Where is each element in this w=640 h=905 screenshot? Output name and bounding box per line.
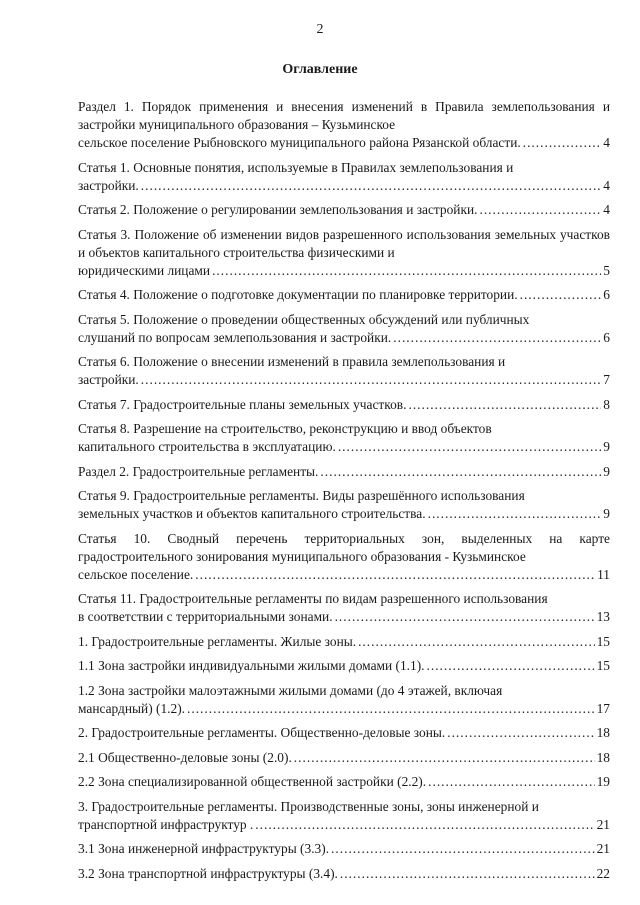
toc-entry-last-line (78, 749, 610, 767)
toc-entry[interactable] (78, 724, 610, 742)
toc-page-ref: 8 (603, 396, 610, 412)
toc-entry-last-line (78, 566, 610, 584)
toc-entry-last-text: мансардный) (1.2). (78, 700, 186, 716)
toc-entry[interactable] (78, 420, 610, 456)
toc-entry-last-line (78, 608, 610, 626)
toc-entry-last-text: Раздел 2. Градостроительные регламенты. (78, 463, 319, 479)
dot-leader (320, 463, 601, 481)
toc-entry[interactable] (78, 396, 610, 414)
toc-entry-last-text: 2. Градостроительные регламенты. Общественно-деловые зоны. (78, 725, 446, 740)
toc-entry[interactable] (78, 311, 610, 347)
toc-entry[interactable] (78, 226, 610, 280)
toc-entry-last-line (78, 371, 610, 389)
table-of-contents (78, 98, 610, 889)
dot-leader (428, 773, 594, 791)
toc-entry[interactable] (78, 590, 610, 626)
toc-entry[interactable] (78, 682, 610, 718)
toc-entry-last-text: Статья 7. Градостроительные планы земельных участков. (78, 396, 407, 412)
toc-entry-last-text: в соответствии с территориальными зонами. (78, 609, 333, 624)
dot-leader (294, 749, 595, 767)
toc-entry[interactable] (78, 865, 610, 883)
toc-entry-last-text: слушаний по вопросам землепользования и застройки. (78, 329, 392, 345)
toc-entry-text: Статья 6. Положение о внесении изменений в правила землепользования и (78, 354, 506, 369)
toc-entry-text: Статья 8. Разрешение на строительство, реконструкцию и ввод объектов (78, 421, 492, 436)
toc-entry-text: Статья 11. Градостроительные регламенты по видам разрешенного использования (78, 591, 548, 606)
toc-entry-last-text: 1. Градостроительные регламенты. Жилые зоны. (78, 633, 357, 649)
toc-page-ref: 4 (603, 177, 610, 193)
toc-entry-text: Статья 1. Основные понятия, используемые в Правилах землепользования и (78, 159, 514, 175)
toc-entry[interactable] (78, 159, 610, 195)
toc-entry-last-text: 3.1 Зона инженерной инфраструктуры (3.3). (78, 841, 330, 856)
toc-entry[interactable] (78, 353, 610, 389)
toc-entry-last-line (78, 262, 610, 280)
toc-entry-last-line (78, 286, 610, 304)
toc-entry-last-text: Статья 2. Положение о регулировании землепользования и застройки. (78, 202, 478, 217)
toc-entry-last-line (78, 724, 610, 742)
toc-entry-last-text: 1.1 Зона застройки индивидуальными жилыми домами (1.1). (78, 658, 425, 673)
toc-entry[interactable] (78, 286, 610, 304)
toc-entry-last-line (78, 700, 610, 718)
toc-page-ref: 19 (596, 774, 610, 789)
toc-entry-last-line (78, 463, 610, 481)
toc-entry-last-text: застройки. (78, 177, 139, 193)
dot-leader (212, 262, 601, 280)
toc-page-ref: 7 (603, 372, 610, 387)
toc-entry-last-line (78, 505, 610, 523)
page-number: 2 (316, 22, 324, 37)
dot-leader (520, 286, 602, 304)
toc-entry-text: 3. Градостроительные регламенты. Производственные зоны, зоны инженерной и (78, 798, 539, 814)
toc-page-ref: 18 (596, 725, 610, 740)
toc-entry-text: 1.2 Зона застройки малоэтажными жилыми домами (до 4 этажей, включая (78, 682, 503, 698)
toc-page-ref: 17 (596, 700, 610, 716)
toc-title: Оглавление (282, 62, 358, 77)
toc-entry[interactable] (78, 657, 610, 675)
toc-entry-last-line (78, 840, 610, 858)
dot-leader (331, 840, 595, 858)
toc-page-ref: 4 (603, 135, 610, 150)
dot-leader (187, 700, 595, 718)
toc-entry-last-line (78, 201, 610, 219)
dot-leader (195, 566, 595, 584)
toc-page-ref: 18 (596, 749, 610, 765)
toc-page-ref: 21 (596, 841, 610, 856)
toc-entry-last-text: юридическими лицами (78, 262, 211, 278)
toc-entry-last-text: 3.2 Зона транспортной инфраструктуры (3.4). (78, 865, 338, 881)
toc-entry-last-line (78, 816, 610, 834)
toc-entry[interactable] (78, 530, 610, 584)
toc-page-ref: 9 (603, 463, 610, 479)
toc-entry-last-line (78, 438, 610, 456)
toc-entry[interactable] (78, 749, 610, 767)
toc-entry-last-line (78, 329, 610, 347)
toc-page-ref: 11 (597, 566, 610, 582)
toc-entry-text: Статья 5. Положение о проведении общественных обсуждений или публичных (78, 311, 530, 327)
dot-leader (447, 724, 594, 742)
toc-entry[interactable] (78, 487, 610, 523)
toc-page-ref: 15 (596, 658, 610, 673)
dot-leader (335, 608, 595, 626)
toc-entry-last-line (78, 865, 610, 883)
dot-leader (141, 371, 602, 389)
dot-leader (428, 505, 602, 523)
toc-entry[interactable] (78, 633, 610, 651)
toc-page-ref: 13 (596, 609, 610, 624)
toc-entry-last-line (78, 396, 610, 414)
dot-leader (479, 201, 601, 219)
toc-entry-last-text: 2.2 Зона специализированной общественной застройки (2.2). (78, 774, 427, 789)
toc-entry-last-line (78, 773, 610, 791)
toc-page-ref: 9 (603, 439, 610, 454)
toc-page-ref: 21 (596, 816, 610, 832)
toc-entry-last-text: земельных участков и объектов капитального строительства. (78, 506, 426, 521)
toc-entry-last-text: транспортной инфраструктур . (78, 816, 254, 832)
dot-leader (255, 816, 594, 834)
toc-entry-text: Статья 3. Положение об изменении видов разрешенного использования земельных участков и объектов капитального строительства физическими и (78, 226, 610, 260)
toc-entry-last-text: капитального строительства в эксплуатацию. (78, 439, 336, 454)
toc-entry[interactable] (78, 840, 610, 858)
toc-page-ref: 9 (603, 506, 610, 521)
toc-entry-last-text: Статья 4. Положение о подготовке документации по планировке территории. (78, 287, 518, 302)
toc-entry-last-text: сельское поселение Рыбновского муниципального района Рязанской области. (78, 135, 521, 150)
dot-leader (427, 657, 595, 675)
toc-entry[interactable] (78, 773, 610, 791)
dot-leader (340, 865, 595, 883)
toc-entry-last-text: 2.1 Общественно-деловые зоны (2.0). (78, 749, 292, 765)
toc-entry-last-text: застройки. (78, 372, 139, 387)
toc-entry[interactable] (78, 201, 610, 219)
toc-entry[interactable] (78, 798, 610, 834)
toc-entry-last-line (78, 657, 610, 675)
toc-entry[interactable] (78, 463, 610, 481)
toc-entry[interactable] (78, 98, 610, 152)
dot-leader (523, 134, 602, 152)
toc-page-ref: 15 (596, 633, 610, 649)
toc-entry-text: Статья 9. Градостроительные регламенты. Виды разрешённого использования (78, 488, 525, 503)
toc-entry-last-text: сельское поселение. (78, 566, 194, 582)
dot-leader (358, 633, 595, 651)
dot-leader (338, 438, 601, 456)
toc-entry-text: Статья 10. Сводный перечень территориальных зон, выделенных на карте градостроительного зонирования муниципального образования - Кузьминское (78, 530, 610, 564)
toc-page-ref: 5 (603, 262, 610, 278)
toc-entry-text: Раздел 1. Порядок применения и внесения изменений в Правила землепользования и застройки муниципального образования – Кузьминское (78, 99, 610, 132)
toc-entry-last-line (78, 633, 610, 651)
toc-entry-last-line (78, 177, 610, 195)
toc-page-ref: 6 (603, 287, 610, 302)
dot-leader (393, 329, 601, 347)
toc-page-ref: 22 (596, 865, 610, 881)
dot-leader (141, 177, 602, 195)
toc-entry-last-line (78, 134, 610, 152)
toc-page-ref: 6 (603, 329, 610, 345)
toc-page-ref: 4 (603, 202, 610, 217)
dot-leader (408, 396, 601, 414)
